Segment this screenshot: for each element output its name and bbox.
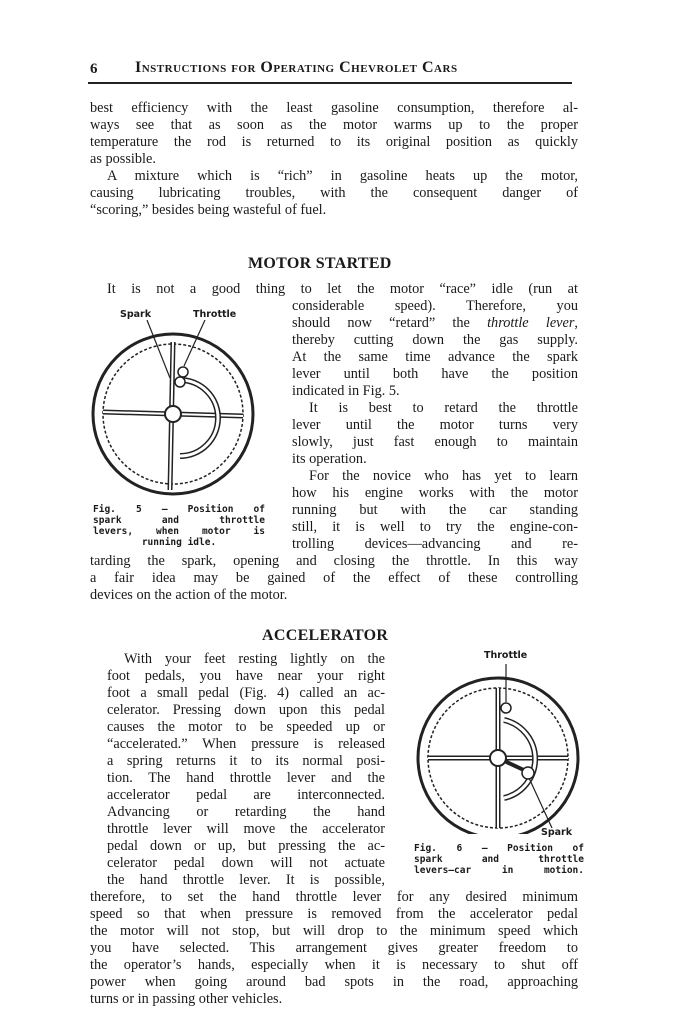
fig5-label-spark: Spark — [120, 309, 152, 320]
heading-motor-started: MOTOR STARTED — [248, 255, 392, 272]
text-line: indicated in Fig. 5. — [292, 383, 400, 399]
motor-started-first-line — [90, 281, 578, 298]
fig6-label-throttle: Throttle — [484, 650, 528, 661]
motor-started-tail — [90, 553, 578, 604]
text-line: accelerator pedal are interconnected. — [107, 787, 385, 803]
text-line: power when going around bad spots in the road, approaching — [90, 974, 578, 990]
text-line: slowly, just fast enough to maintain — [292, 434, 578, 450]
header-rule — [88, 82, 572, 84]
fig5-label-throttle: Throttle — [193, 309, 237, 320]
text-line: celerator. Pressing down upon this pedal — [107, 702, 385, 718]
text-line: “scoring,” besides being wasteful of fuel. — [90, 202, 327, 218]
caption-line: spark and throttle — [93, 515, 265, 526]
text-line: tion. The hand throttle lever and the — [107, 770, 385, 786]
text-line: A mixture which is “rich” in gasoline heats up the motor, — [107, 168, 578, 184]
fig5-caption — [93, 504, 265, 548]
text-line: speed so that when pressure is removed from the accelerator pedal — [90, 906, 578, 922]
text-line: causes the motor to be speeded up or — [107, 719, 385, 735]
text-line: turns or in passing other vehicles. — [90, 991, 283, 1007]
text-line: best efficiency with the least gasoline consumption, therefore al- — [90, 100, 578, 116]
caption-line: Fig. 5 — Position of — [93, 504, 265, 515]
text-line: lever until the motor turns very — [292, 417, 578, 433]
intro-text — [90, 100, 578, 219]
caption-line: spark and throttle — [414, 854, 584, 865]
text-line: celerator pedal down will not actuate — [107, 855, 385, 871]
text-line: With your feet resting lightly on the — [124, 651, 385, 667]
fig6-steering-wheel-illustration — [412, 662, 584, 834]
text-line: the operator’s hands, especially when it is necessary to shut off — [90, 957, 578, 973]
running-header-title: Instructions for Operating Chevrolet Cars — [135, 59, 458, 76]
text-line: a fair idea may be gained of the effect of these controlling — [90, 570, 578, 586]
text-line: thereby cutting down the gas supply. — [292, 332, 578, 348]
caption-line: levers, when motor is — [93, 526, 265, 537]
text-line: foot pedals, you have near your right — [107, 668, 385, 684]
text-line: trolling devices—advancing and re- — [292, 536, 578, 552]
fig6-label-spark: Spark — [541, 827, 573, 838]
fig5-steering-wheel-illustration — [90, 320, 260, 500]
text-line: At the same time advance the spark — [292, 349, 578, 365]
text-line: you have selected. This arrangement gives greater freedom to — [90, 940, 578, 956]
text-line: throttle lever will move the accelerator — [107, 821, 385, 837]
text-line: “accelerated.” When pressure is released — [107, 736, 385, 752]
motor-started-column — [292, 298, 578, 553]
accelerator-tail — [90, 889, 578, 1008]
text-line: should now “retard” the throttle lever, — [292, 315, 578, 331]
text-line: running but with the car standing — [292, 502, 578, 518]
heading-accelerator: ACCELERATOR — [262, 627, 389, 644]
fig6-spark-pointer — [529, 778, 552, 828]
caption-line: Fig. 6 — Position of — [414, 843, 584, 854]
text-line: It is not a good thing to let the motor “race” idle (run at — [107, 281, 578, 297]
fig6-caption — [414, 843, 584, 876]
text-line: a spring returns it to its normal posi- — [107, 753, 385, 769]
text-line: causing lubricating troubles, with the consequent danger of — [90, 185, 578, 201]
text-line: lever until both have the position — [292, 366, 578, 382]
text-line: as possible. — [90, 151, 156, 167]
accelerator-column — [107, 651, 385, 889]
caption-line: running idle. — [141, 537, 217, 548]
text-line: foot a small pedal (Fig. 4) called an ac- — [107, 685, 385, 701]
text-line: still, it is well to try the engine-con- — [292, 519, 578, 535]
text-line: temperature the rod is returned to its original position as quickly — [90, 134, 578, 150]
page-number: 6 — [90, 61, 98, 77]
caption-line: levers—car in motion. — [414, 865, 584, 876]
text-line: its operation. — [292, 451, 367, 467]
text-line: Advancing or retarding the hand — [107, 804, 385, 820]
text-line: how his engine works with the motor — [292, 485, 578, 501]
text-line: the hand throttle lever. It is possible, — [107, 872, 385, 888]
text-line: pedal down or up, but pressing the ac- — [107, 838, 385, 854]
text-line: It is best to retard the throttle — [309, 400, 578, 416]
fig5-throttle-pointer — [184, 320, 205, 366]
text-line: the motor will not stop, but will drop to the minimum speed which — [90, 923, 578, 939]
fig5-spark-pointer — [147, 320, 170, 378]
text-line: For the novice who has yet to learn — [309, 468, 578, 484]
text-line: ways see that as soon as the motor warms up to the proper — [90, 117, 578, 133]
text-line: considerable speed). Therefore, you — [292, 298, 578, 314]
text-line: tarding the spark, opening and closing the throttle. In this way — [90, 553, 578, 569]
text-line: devices on the action of the motor. — [90, 587, 288, 603]
text-line: therefore, to set the hand throttle lever for any desired minimum — [90, 889, 578, 905]
